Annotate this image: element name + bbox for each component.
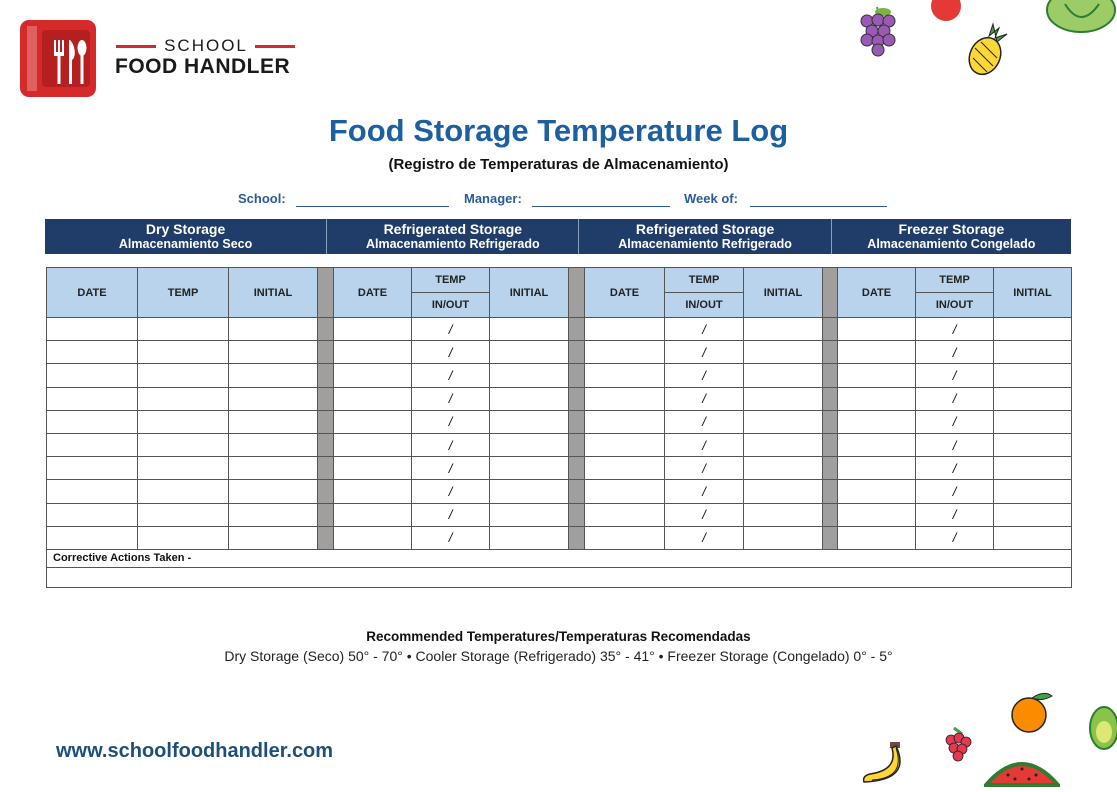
column-separator	[569, 526, 585, 549]
initial-cell[interactable]	[229, 318, 318, 341]
col-initial: INITIAL	[229, 268, 318, 318]
section-subtitle: Almacenamiento Seco	[118, 237, 253, 251]
temp-inout-cell[interactable]	[916, 318, 994, 341]
section-subtitle: Almacenamiento Congelado	[867, 237, 1036, 251]
col-date: DATE	[585, 268, 665, 318]
date-cell[interactable]	[334, 433, 412, 456]
initial-cell[interactable]	[744, 341, 823, 364]
column-separator	[318, 410, 334, 433]
col-date: DATE	[47, 268, 138, 318]
initial-cell[interactable]	[994, 503, 1072, 526]
slash-separator: /	[702, 460, 706, 476]
column-separator	[823, 457, 838, 480]
temp-inout-cell[interactable]	[412, 364, 490, 387]
initial-cell[interactable]	[744, 480, 823, 503]
temp-inout-cell[interactable]	[412, 318, 490, 341]
initial-cell[interactable]	[490, 318, 569, 341]
slash-separator: /	[702, 483, 706, 499]
initial-cell[interactable]	[744, 526, 823, 549]
table-row	[47, 410, 1072, 433]
column-separator	[569, 387, 585, 410]
slash-separator: /	[952, 344, 957, 360]
week-label: Week of:	[684, 191, 738, 206]
initial-cell[interactable]	[490, 433, 569, 456]
slash-separator: /	[448, 483, 453, 499]
pineapple-icon	[965, 22, 1010, 83]
column-separator	[569, 503, 585, 526]
page-subtitle: (Registro de Temperaturas de Almacenamiento)	[388, 156, 729, 173]
table-row	[47, 480, 1072, 503]
column-separator	[823, 341, 838, 364]
slash-separator: /	[702, 344, 706, 360]
section-title: Refrigerated Storage	[635, 221, 775, 237]
column-separator	[823, 268, 838, 318]
temp-inout-cell[interactable]	[412, 410, 490, 433]
banana-icon	[860, 740, 914, 792]
temp-cell[interactable]	[138, 480, 229, 503]
slash-separator: /	[702, 391, 706, 407]
temp-cell[interactable]	[138, 387, 229, 410]
temp-inout-cell[interactable]	[412, 433, 490, 456]
recommended-text: Dry Storage (Seco) 50° - 70° • Cooler Storage (Refrigerado) 35° - 41° • Freezer Storage (Congelado) 0° - 5°	[224, 648, 893, 664]
corrective-actions-label: Corrective Actions Taken -	[47, 549, 1072, 567]
initial-cell[interactable]	[490, 410, 569, 433]
table-row	[47, 387, 1072, 410]
slash-separator: /	[952, 391, 957, 407]
school-label: School:	[238, 191, 286, 206]
date-cell[interactable]	[47, 364, 138, 387]
col-temp: TEMP	[138, 268, 229, 318]
temp-cell[interactable]	[138, 526, 229, 549]
col-inout: IN/OUT	[665, 293, 744, 318]
temp-cell[interactable]	[138, 410, 229, 433]
date-cell[interactable]	[47, 457, 138, 480]
week-field[interactable]	[750, 206, 887, 207]
col-date: DATE	[838, 268, 916, 318]
date-cell[interactable]	[334, 457, 412, 480]
date-cell[interactable]	[585, 387, 665, 410]
table-row	[47, 364, 1072, 387]
date-cell[interactable]	[585, 433, 665, 456]
initial-cell[interactable]	[994, 364, 1072, 387]
section-refrigerated-1	[327, 219, 579, 254]
logo-line-right	[255, 45, 295, 48]
initial-cell[interactable]	[490, 457, 569, 480]
slash-separator: /	[702, 507, 706, 523]
temp-inout-cell[interactable]	[665, 341, 744, 364]
initial-cell[interactable]	[994, 341, 1072, 364]
column-separator	[569, 480, 585, 503]
temp-inout-cell[interactable]	[665, 364, 744, 387]
column-separator	[569, 364, 585, 387]
date-cell[interactable]	[47, 480, 138, 503]
date-cell[interactable]	[838, 503, 916, 526]
section-dry	[45, 219, 327, 254]
temp-inout-cell[interactable]	[665, 318, 744, 341]
temp-inout-cell[interactable]	[665, 526, 744, 549]
date-cell[interactable]	[838, 341, 916, 364]
date-cell[interactable]	[47, 341, 138, 364]
initial-cell[interactable]	[490, 364, 569, 387]
column-separator	[823, 318, 838, 341]
column-separator	[318, 387, 334, 410]
table-row	[47, 503, 1072, 526]
date-cell[interactable]	[838, 480, 916, 503]
column-separator	[569, 410, 585, 433]
temp-inout-cell[interactable]	[916, 457, 994, 480]
column-separator	[318, 503, 334, 526]
column-separator	[823, 503, 838, 526]
initial-cell[interactable]	[994, 433, 1072, 456]
slash-separator: /	[448, 344, 453, 360]
initial-cell[interactable]	[229, 526, 318, 549]
slash-separator: /	[952, 530, 957, 546]
initial-cell[interactable]	[994, 457, 1072, 480]
temp-inout-cell[interactable]	[665, 433, 744, 456]
column-separator	[318, 341, 334, 364]
section-freezer	[832, 219, 1071, 254]
col-temp: TEMP	[665, 268, 744, 293]
temp-inout-cell[interactable]	[916, 341, 994, 364]
column-separator	[823, 526, 838, 549]
date-cell[interactable]	[334, 341, 412, 364]
brand-small: SCHOOL	[164, 36, 248, 55]
col-inout: IN/OUT	[916, 293, 994, 318]
date-cell[interactable]	[585, 480, 665, 503]
table-row	[47, 318, 1072, 341]
slash-separator: /	[952, 460, 957, 476]
date-cell[interactable]	[838, 410, 916, 433]
temp-cell[interactable]	[138, 341, 229, 364]
temp-inout-cell[interactable]	[916, 526, 994, 549]
date-cell[interactable]	[585, 526, 665, 549]
slash-separator: /	[952, 414, 957, 430]
initial-cell[interactable]	[744, 503, 823, 526]
date-cell[interactable]	[47, 526, 138, 549]
date-cell[interactable]	[838, 387, 916, 410]
column-separator	[318, 526, 334, 549]
initial-cell[interactable]	[490, 387, 569, 410]
raspberry-icon	[942, 726, 974, 767]
temp-inout-cell[interactable]	[665, 503, 744, 526]
date-cell[interactable]	[47, 387, 138, 410]
slash-separator: /	[952, 437, 957, 453]
initial-cell[interactable]	[229, 433, 318, 456]
date-cell[interactable]	[585, 318, 665, 341]
initial-cell[interactable]	[229, 480, 318, 503]
temp-inout-cell[interactable]	[665, 457, 744, 480]
slash-separator: /	[702, 321, 706, 337]
date-cell[interactable]	[585, 503, 665, 526]
temp-cell[interactable]	[138, 503, 229, 526]
temperature-log-table	[46, 267, 1072, 588]
slash-separator: /	[952, 507, 957, 523]
column-separator	[823, 480, 838, 503]
date-cell[interactable]	[585, 341, 665, 364]
date-cell[interactable]	[838, 318, 916, 341]
temp-inout-cell[interactable]	[665, 480, 744, 503]
slash-separator: /	[702, 437, 706, 453]
temp-inout-cell[interactable]	[412, 480, 490, 503]
slash-separator: /	[448, 321, 453, 337]
column-separator	[569, 433, 585, 456]
initial-cell[interactable]	[229, 457, 318, 480]
slash-separator: /	[448, 460, 453, 476]
initial-cell[interactable]	[229, 341, 318, 364]
date-cell[interactable]	[838, 433, 916, 456]
slash-separator: /	[702, 414, 706, 430]
date-cell[interactable]	[334, 318, 412, 341]
table-row	[47, 341, 1072, 364]
column-separator	[569, 268, 585, 318]
temp-inout-cell[interactable]	[916, 410, 994, 433]
section-title: Freezer Storage	[898, 221, 1005, 237]
slash-separator: /	[448, 530, 453, 546]
initial-cell[interactable]	[490, 341, 569, 364]
slash-separator: /	[952, 483, 957, 499]
date-cell[interactable]	[47, 410, 138, 433]
temp-inout-cell[interactable]	[916, 433, 994, 456]
corrective-actions-field[interactable]	[47, 567, 1072, 587]
column-separator	[318, 433, 334, 456]
column-separator	[318, 480, 334, 503]
avocado-icon	[1086, 704, 1117, 757]
table-row	[47, 457, 1072, 480]
manager-field[interactable]	[532, 206, 670, 207]
orange-icon	[1008, 690, 1054, 739]
date-cell[interactable]	[47, 433, 138, 456]
column-separator	[318, 457, 334, 480]
column-separator	[569, 341, 585, 364]
col-initial: INITIAL	[994, 268, 1072, 318]
column-separator	[318, 318, 334, 341]
date-cell[interactable]	[334, 410, 412, 433]
date-cell[interactable]	[47, 503, 138, 526]
initial-cell[interactable]	[744, 457, 823, 480]
date-cell[interactable]	[334, 387, 412, 410]
section-subtitle: Almacenamiento Refrigerado	[618, 237, 792, 251]
initial-cell[interactable]	[490, 480, 569, 503]
initial-cell[interactable]	[229, 410, 318, 433]
col-inout: IN/OUT	[412, 293, 490, 318]
column-separator	[823, 410, 838, 433]
initial-cell[interactable]	[229, 364, 318, 387]
temp-cell[interactable]	[138, 364, 229, 387]
slash-separator: /	[448, 437, 453, 453]
date-cell[interactable]	[838, 526, 916, 549]
temp-inout-cell[interactable]	[412, 526, 490, 549]
slash-separator: /	[702, 367, 706, 383]
column-separator	[823, 433, 838, 456]
date-cell[interactable]	[838, 364, 916, 387]
initial-cell[interactable]	[994, 526, 1072, 549]
log-body	[47, 318, 1072, 550]
date-cell[interactable]	[585, 410, 665, 433]
initial-cell[interactable]	[744, 433, 823, 456]
column-separator	[569, 457, 585, 480]
col-temp: TEMP	[916, 268, 994, 293]
lettuce-icon	[1045, 0, 1117, 41]
col-initial: INITIAL	[490, 268, 569, 318]
date-cell[interactable]	[334, 526, 412, 549]
temp-inout-cell[interactable]	[665, 410, 744, 433]
column-separator	[318, 268, 334, 318]
date-cell[interactable]	[334, 364, 412, 387]
initial-cell[interactable]	[994, 318, 1072, 341]
initial-cell[interactable]	[744, 410, 823, 433]
date-cell[interactable]	[585, 457, 665, 480]
initial-cell[interactable]	[744, 364, 823, 387]
brand-big: FOOD HANDLER	[115, 55, 291, 78]
initial-cell[interactable]	[229, 503, 318, 526]
temp-inout-cell[interactable]	[916, 503, 994, 526]
page-title: Food Storage Temperature Log	[328, 113, 789, 148]
temp-cell[interactable]	[138, 433, 229, 456]
col-date: DATE	[334, 268, 412, 318]
slash-separator: /	[448, 507, 453, 523]
slash-separator: /	[448, 414, 453, 430]
column-separator	[318, 364, 334, 387]
manager-label: Manager:	[464, 191, 522, 206]
slash-separator: /	[448, 391, 453, 407]
temp-inout-cell[interactable]	[916, 480, 994, 503]
school-field[interactable]	[296, 206, 449, 207]
logo-icon	[20, 20, 96, 97]
temp-cell[interactable]	[138, 318, 229, 341]
temp-inout-cell[interactable]	[665, 387, 744, 410]
section-title: Refrigerated Storage	[383, 221, 523, 237]
initial-cell[interactable]	[744, 387, 823, 410]
initial-cell[interactable]	[490, 503, 569, 526]
temp-inout-cell[interactable]	[916, 387, 994, 410]
column-separator	[569, 318, 585, 341]
temp-inout-cell[interactable]	[412, 341, 490, 364]
initial-cell[interactable]	[490, 526, 569, 549]
recommended-title: Recommended Temperatures/Temperaturas Recomendadas	[366, 629, 751, 644]
column-separator	[823, 364, 838, 387]
grapes-icon	[855, 5, 900, 62]
date-cell[interactable]	[585, 364, 665, 387]
section-title: Dry Storage	[145, 221, 226, 237]
date-cell[interactable]	[334, 503, 412, 526]
initial-cell[interactable]	[994, 480, 1072, 503]
temp-inout-cell[interactable]	[916, 364, 994, 387]
section-header-bar	[45, 219, 1071, 254]
apple-icon	[929, 0, 963, 29]
initial-cell[interactable]	[994, 387, 1072, 410]
date-cell[interactable]	[47, 318, 138, 341]
col-initial: INITIAL	[744, 268, 823, 318]
initial-cell[interactable]	[994, 410, 1072, 433]
slash-separator: /	[702, 530, 706, 546]
section-refrigerated-2	[579, 219, 831, 254]
website-link[interactable]: www.schoolfoodhandler.com	[56, 740, 334, 762]
date-cell[interactable]	[838, 457, 916, 480]
temp-inout-cell[interactable]	[412, 387, 490, 410]
section-subtitle: Almacenamiento Refrigerado	[365, 237, 540, 251]
temp-inout-cell[interactable]	[412, 503, 490, 526]
initial-cell[interactable]	[229, 387, 318, 410]
col-temp: TEMP	[412, 268, 490, 293]
slash-separator: /	[952, 367, 957, 383]
temp-cell[interactable]	[138, 457, 229, 480]
initial-cell[interactable]	[744, 318, 823, 341]
column-separator	[823, 387, 838, 410]
date-cell[interactable]	[334, 480, 412, 503]
slash-separator: /	[448, 367, 453, 383]
table-row	[47, 433, 1072, 456]
table-row	[47, 526, 1072, 549]
slash-separator: /	[952, 321, 957, 337]
temp-inout-cell[interactable]	[412, 457, 490, 480]
